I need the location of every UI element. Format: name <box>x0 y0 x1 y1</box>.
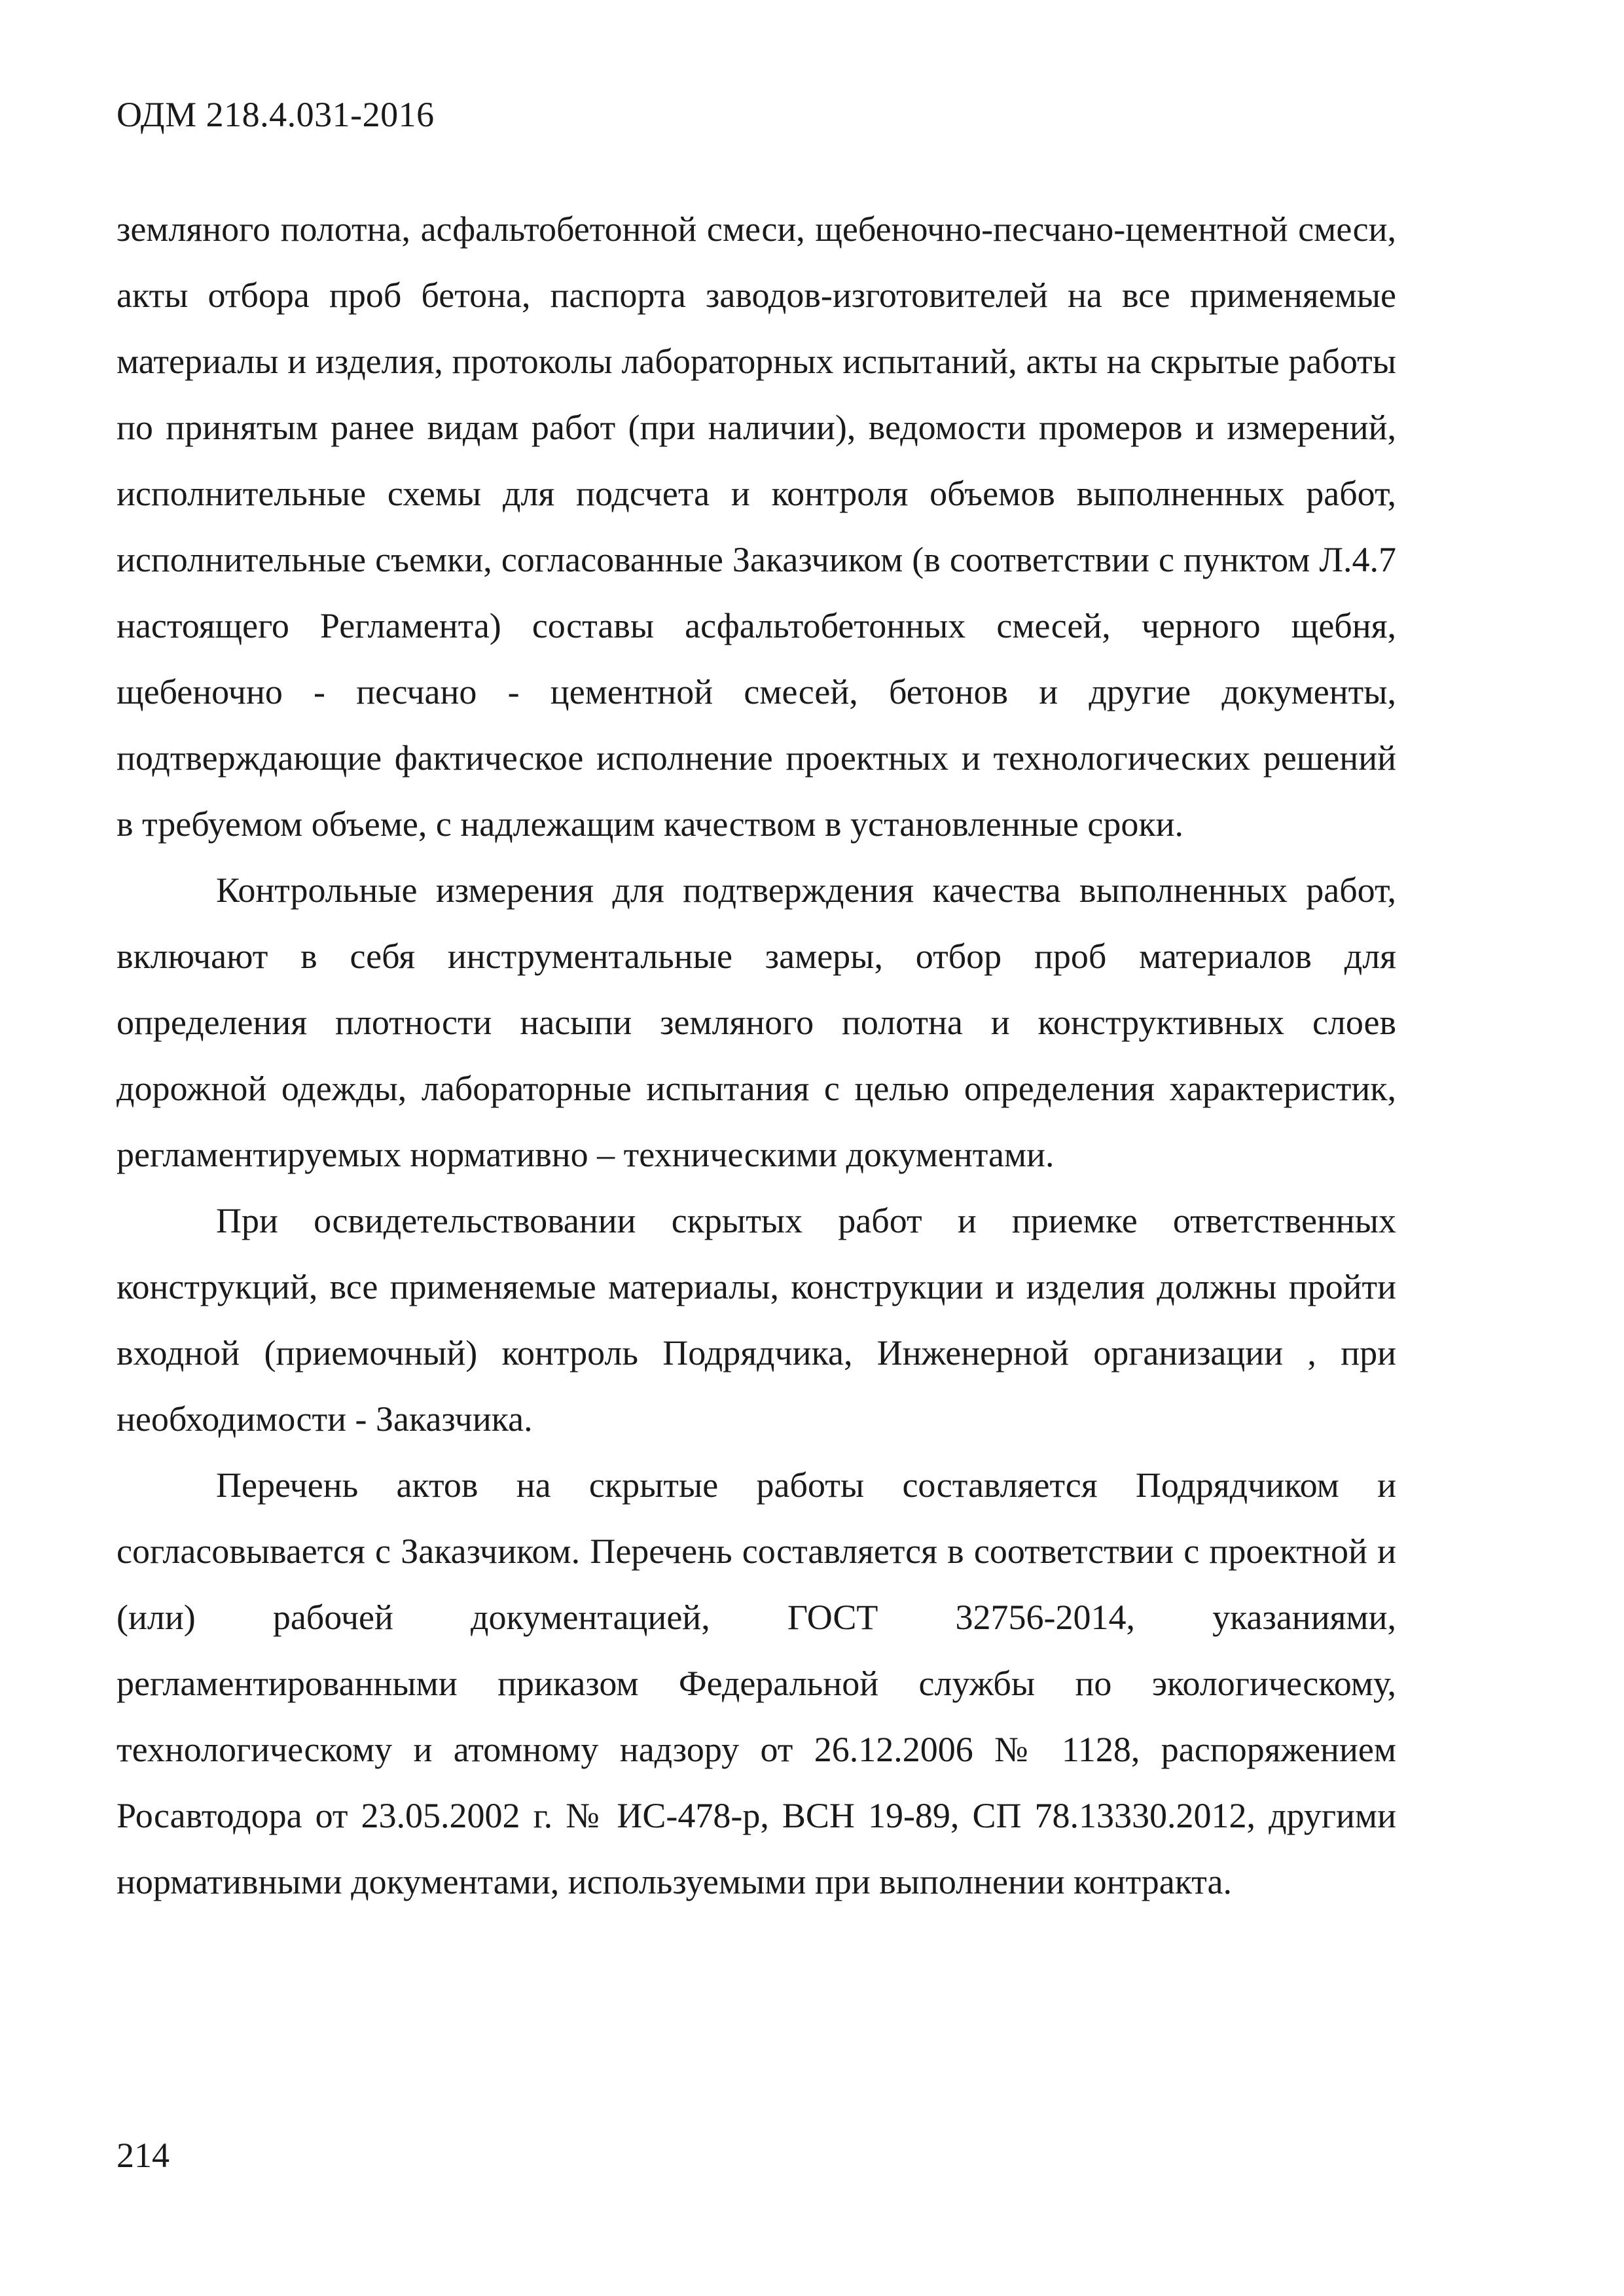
document-body <box>117 196 1396 1915</box>
paragraph-hidden-works-inspection: При освидетельствовании скрытых работ и приемке ответственных конструкций, все применяемые материалы, конструкции и изделия должны пройти входной (приемочный) контроль Подрядчика, Инженерной организации , при необходимости - Заказчика. <box>117 1201 1396 1439</box>
paragraph-continuation: земляного полотна, асфальтобетонной смеси, щебеночно-песчано-цементной смеси, акты отбора проб бетона, паспорта заводов-изготовителей на все применяемые материалы и изделия, протоколы лабораторных испытаний, акты на скрытые работы по принятым ранее видам работ (при наличии), ведомости промеров и измерений, исполнительные схемы для подсчета и контроля объемов выполненных работ, исполнительные съемки, согласованные Заказчиком (в соответствии с пунктом Л.4.7 настоящего Регламента) составы асфальтобетонных смесей, черного щебня, щебеночно - песчано - цементной смесей, бетонов и другие документы, подтверждающие фактическое исполнение проектных и технологических решений в требуемом объеме, с надлежащим качеством в установленные сроки. <box>117 209 1396 844</box>
paragraph-acts-list: Перечень актов на скрытые работы составляется Подрядчиком и согласовывается с Заказчиком. Перечень составляется в соответствии с проектной и (или) рабочей документацией, ГОСТ 32756-2014, указаниями, регламентированными приказом Федеральной службы по экологическому, технологическому и атомному надзору от 26.12.2006 № 1128, распоряжением Росавтодора от 23.05.2002 г. № ИС-478-р, ВСН 19-89, СП 78.13330.2012, другими нормативными документами, используемыми при выполнении контракта. <box>117 1465 1396 1901</box>
page-number: 214 <box>117 2136 170 2175</box>
document-header: ОДМ 218.4.031-2016 <box>117 95 435 134</box>
paragraph-control-measurements: Контрольные измерения для подтверждения качества выполненных работ, включают в себя инструментальные замеры, отбор проб материалов для определения плотности насыпи земляного полотна и конструктивных слоев дорожной одежды, лабораторные испытания с целью определения характеристик, регламентируемых нормативно – техническими документами. <box>117 870 1396 1174</box>
